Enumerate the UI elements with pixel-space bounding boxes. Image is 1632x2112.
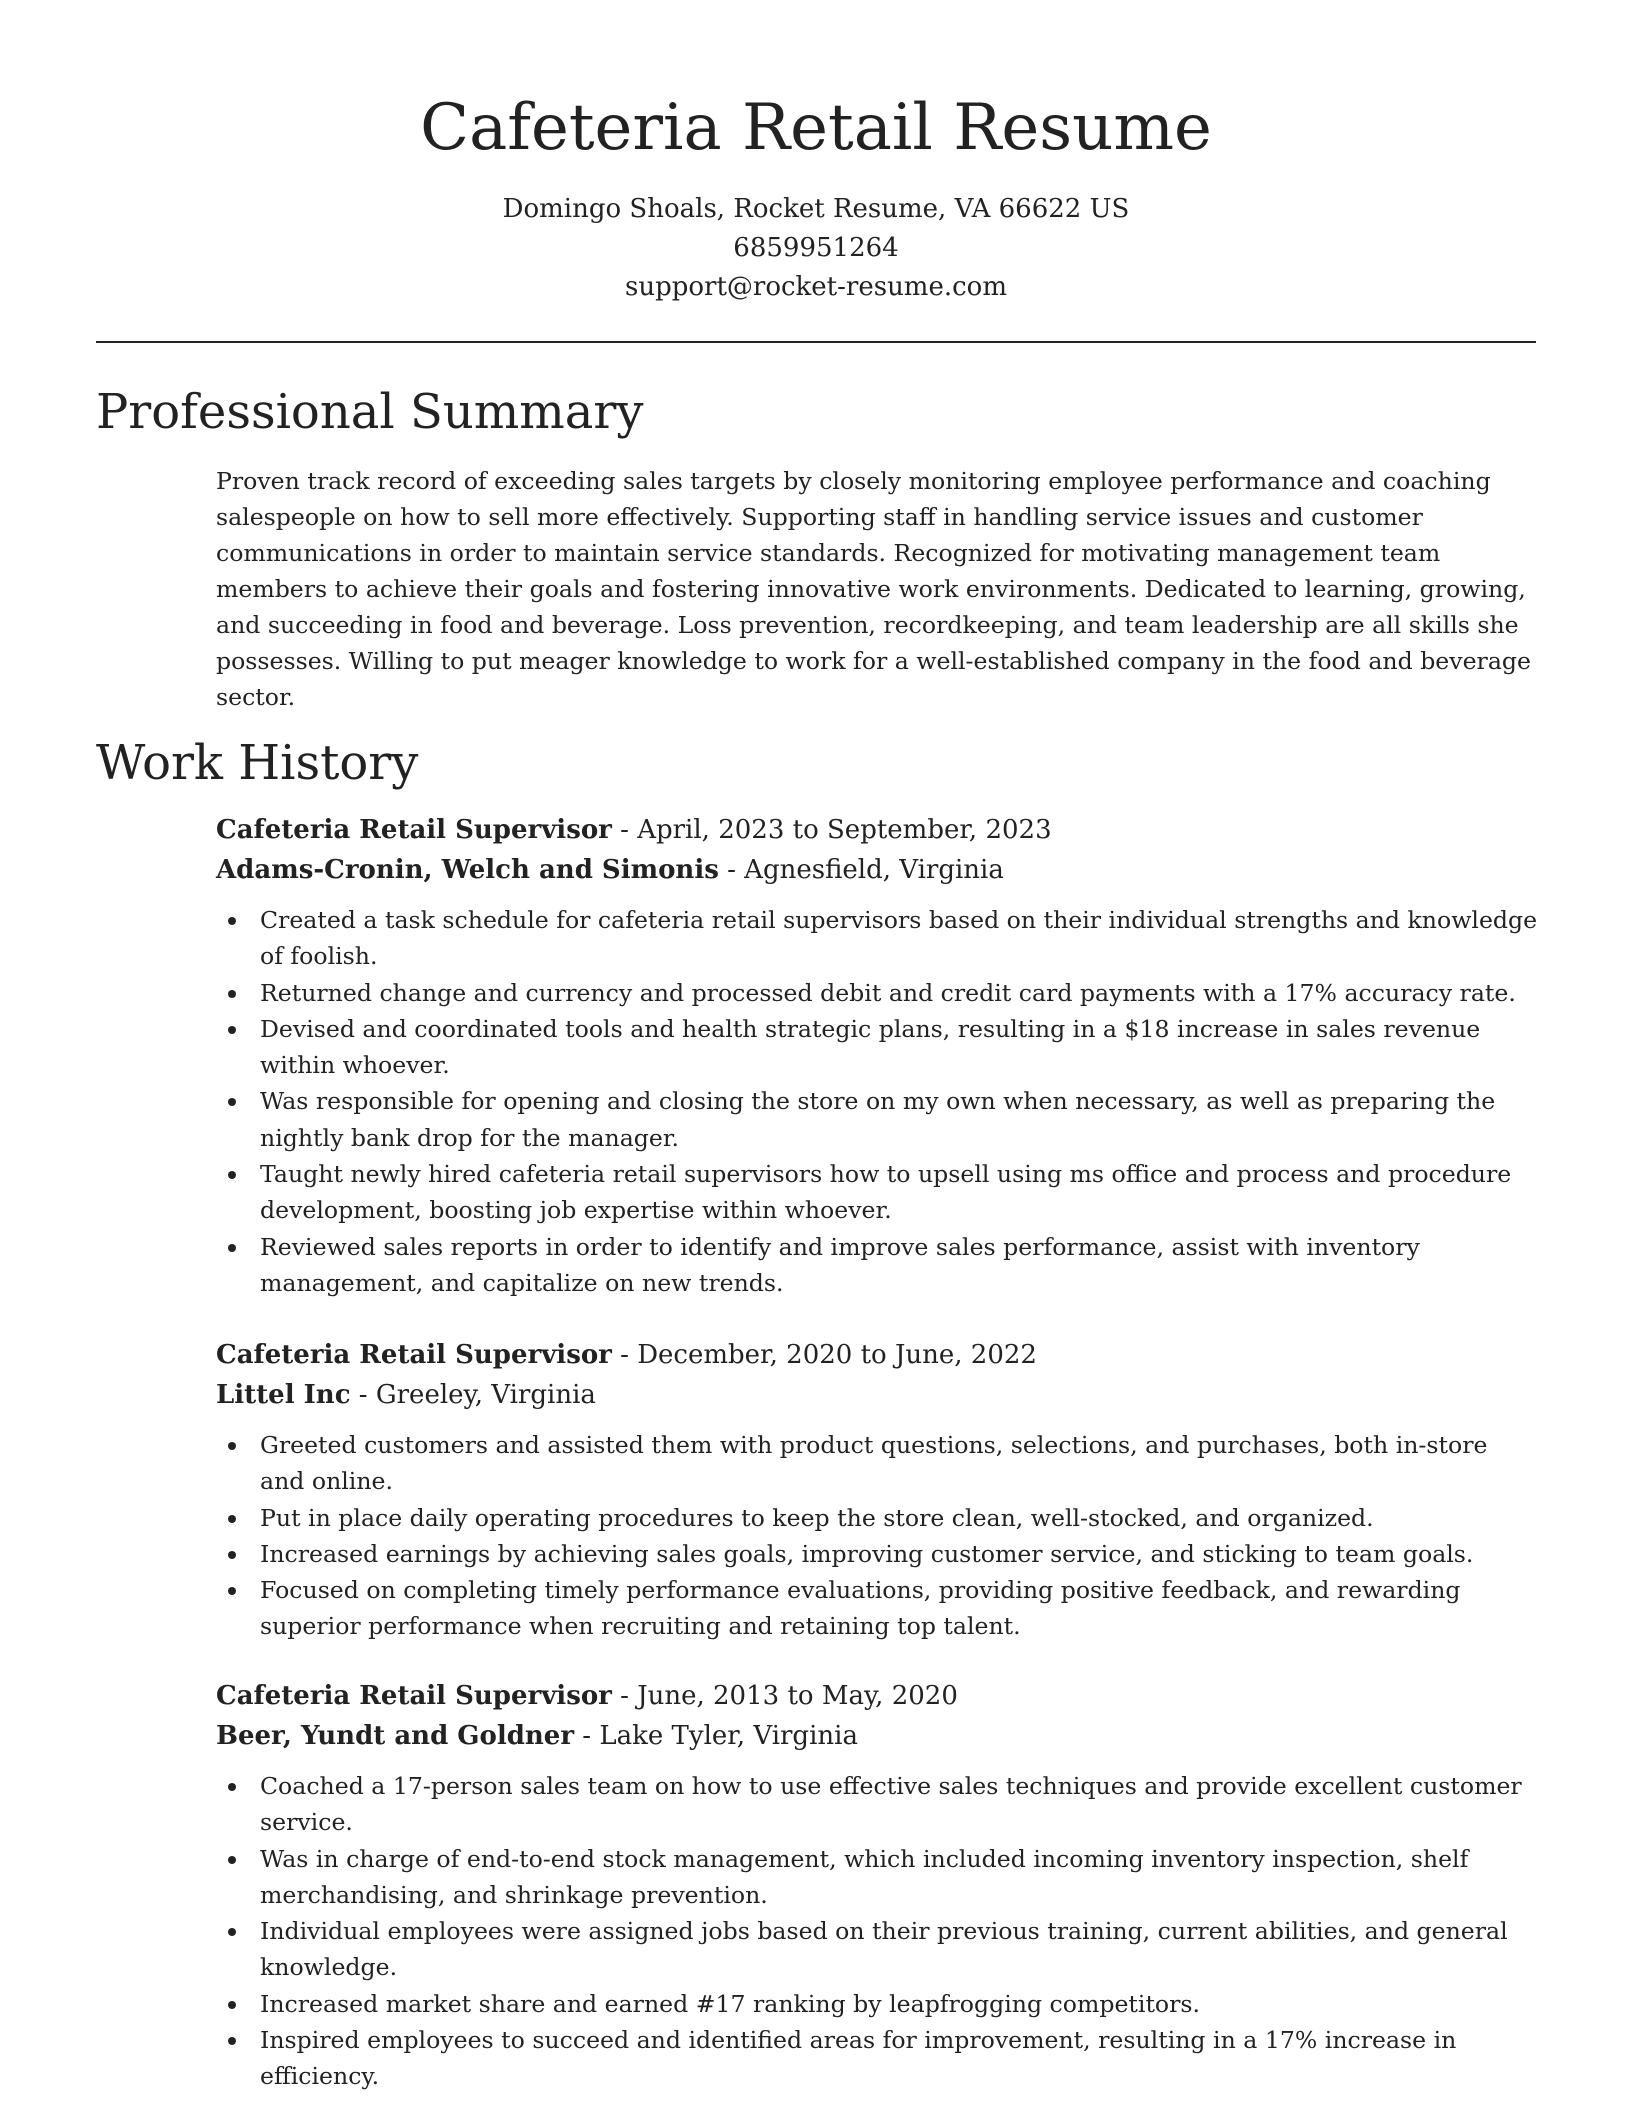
bullet-dot-icon xyxy=(228,1098,236,1106)
job-bullets xyxy=(216,1427,1538,1645)
contact-address: Domingo Shoals, Rocket Resume, VA 66622 US xyxy=(502,194,1130,224)
bullet-dot-icon xyxy=(228,1587,236,1595)
contact-email: support@rocket-resume.com xyxy=(624,272,1007,302)
bullet-text: Increased market share and earned #17 ranking by leapfrogging competitors. xyxy=(260,1989,1201,2018)
bullet-dot-icon xyxy=(228,1244,236,1252)
job-dates: - June, 2013 to May, 2020 xyxy=(611,1681,958,1711)
job-title-line xyxy=(216,1676,1538,1716)
job-location: - Greeley, Virginia xyxy=(350,1380,596,1410)
job-entry xyxy=(216,810,1538,1301)
job-location: - Agnesfield, Virginia xyxy=(718,855,1004,885)
bullet-item xyxy=(260,1427,1538,1500)
bullet-text: Put in place daily operating procedures to keep the store clean, well-stocked, and organized. xyxy=(260,1503,1374,1532)
bullet-item xyxy=(260,1913,1538,1986)
bullet-text: Taught newly hired cafeteria retail supervisors how to upsell using ms office and process and procedure development, boosting job expertise within whoever. xyxy=(260,1160,1512,1225)
job-title: Cafeteria Retail Supervisor xyxy=(216,815,612,845)
bullet-dot-icon xyxy=(228,1515,236,1523)
job-company-line xyxy=(216,1375,1538,1415)
job-title-line xyxy=(216,1335,1538,1375)
job-company-line xyxy=(216,850,1538,890)
bullet-text: Individual employees were assigned jobs based on their previous training, current abilities, and general knowledge. xyxy=(260,1917,1508,1982)
resume-title: Cafeteria Retail Resume xyxy=(420,91,1212,165)
bullet-text: Greeted customers and assisted them with product questions, selections, and purchases, both in-store and online. xyxy=(260,1431,1488,1496)
bullet-text: Focused on completing timely performance evaluations, providing positive feedback, and rewarding superior performance when recruiting and retaining top talent. xyxy=(260,1576,1461,1641)
bullet-item xyxy=(260,1572,1538,1645)
bullet-item xyxy=(260,902,1538,975)
section-title-summary: Professional Summary xyxy=(96,384,644,440)
job-title: Cafeteria Retail Supervisor xyxy=(216,1340,612,1370)
contact-phone: 6859951264 xyxy=(733,233,899,263)
bullet-text: Increased earnings by achieving sales goals, improving customer service, and sticking to team goals. xyxy=(260,1539,1474,1568)
bullet-item xyxy=(260,2022,1538,2095)
bullet-item xyxy=(260,1986,1538,2022)
bullet-item xyxy=(260,1768,1538,1841)
job-bullets xyxy=(216,902,1538,1301)
job-company: Adams-Cronin, Welch and Simonis xyxy=(216,855,719,885)
bullet-dot-icon xyxy=(228,990,236,998)
bullet-text: Created a task schedule for cafeteria retail supervisors based on their individual strengths and knowledge of foolish. xyxy=(260,906,1538,971)
bullet-dot-icon xyxy=(228,1026,236,1034)
bullet-dot-icon xyxy=(228,2037,236,2045)
bullet-item xyxy=(260,1536,1538,1572)
contact-info xyxy=(0,190,1632,307)
job-title: Cafeteria Retail Supervisor xyxy=(216,1681,612,1711)
bullet-item xyxy=(260,1229,1538,1302)
summary-text: Proven track record of exceeding sales targets by closely monitoring employee performance and coaching salespeople on how to sell more effectively. Supporting staff in handling service issues and customer communications in order to maintain service standards. Recognized for motivating management team members to achieve their goals and fostering innovative work environments. Dedicated to learning, growing, and succeeding in food and beverage. Loss prevention, recordkeeping, and team leadership are all skills she possesses. Willing to put meager knowledge to work for a well-established company in the food and beverage sector. xyxy=(216,467,1531,711)
bullet-dot-icon xyxy=(228,1783,236,1791)
header-divider xyxy=(96,341,1536,343)
bullet-item xyxy=(260,1083,1538,1156)
job-company-line xyxy=(216,1716,1538,1756)
bullet-text: Devised and coordinated tools and health strategic plans, resulting in a $18 increase in sales revenue within whoever. xyxy=(260,1014,1481,1080)
bullet-item xyxy=(260,975,1538,1011)
job-company: Beer, Yundt and Goldner xyxy=(216,1721,575,1751)
job-bullets xyxy=(216,1768,1538,2095)
resume-header xyxy=(0,0,1632,307)
bullet-text: Coached a 17-person sales team on how to use effective sales techniques and provide excellent customer service. xyxy=(260,1772,1522,1837)
bullet-dot-icon xyxy=(228,1928,236,1936)
bullet-dot-icon xyxy=(228,2001,236,2009)
job-entry xyxy=(216,1676,1538,2095)
bullet-item xyxy=(260,1500,1538,1536)
job-entry xyxy=(216,1335,1538,1645)
bullet-dot-icon xyxy=(228,1551,236,1559)
bullet-item xyxy=(260,1011,1538,1084)
section-title-work-history: Work History xyxy=(96,735,419,791)
bullet-dot-icon xyxy=(228,1856,236,1864)
bullet-text: Was in charge of end-to-end stock management, which included incoming inventory inspection, shelf merchandising, and shrinkage prevention. xyxy=(260,1844,1469,1909)
bullet-dot-icon xyxy=(228,1442,236,1450)
bullet-item xyxy=(260,1841,1538,1914)
job-title-line xyxy=(216,810,1538,850)
bullet-dot-icon xyxy=(228,917,236,925)
job-location: - Lake Tyler, Virginia xyxy=(574,1721,858,1751)
bullet-text: Returned change and currency and processed debit and credit card payments with a 17% accuracy rate. xyxy=(260,978,1516,1007)
bullet-text: Reviewed sales reports in order to identify and improve sales performance, assist with inventory management, and capitalize on new trends. xyxy=(260,1232,1420,1297)
bullet-text: Inspired employees to succeed and identified areas for improvement, resulting in a 17% increase in efficiency. xyxy=(260,2026,1457,2091)
bullet-text: Was responsible for opening and closing the store on my own when necessary, as well as preparing the nightly bank drop for the manager. xyxy=(260,1087,1496,1152)
job-company: Littel Inc xyxy=(216,1380,351,1410)
bullet-dot-icon xyxy=(228,1171,236,1179)
job-dates: - April, 2023 to September, 2023 xyxy=(611,815,1052,845)
bullet-item xyxy=(260,1156,1538,1229)
job-dates: - December, 2020 to June, 2022 xyxy=(611,1340,1037,1370)
